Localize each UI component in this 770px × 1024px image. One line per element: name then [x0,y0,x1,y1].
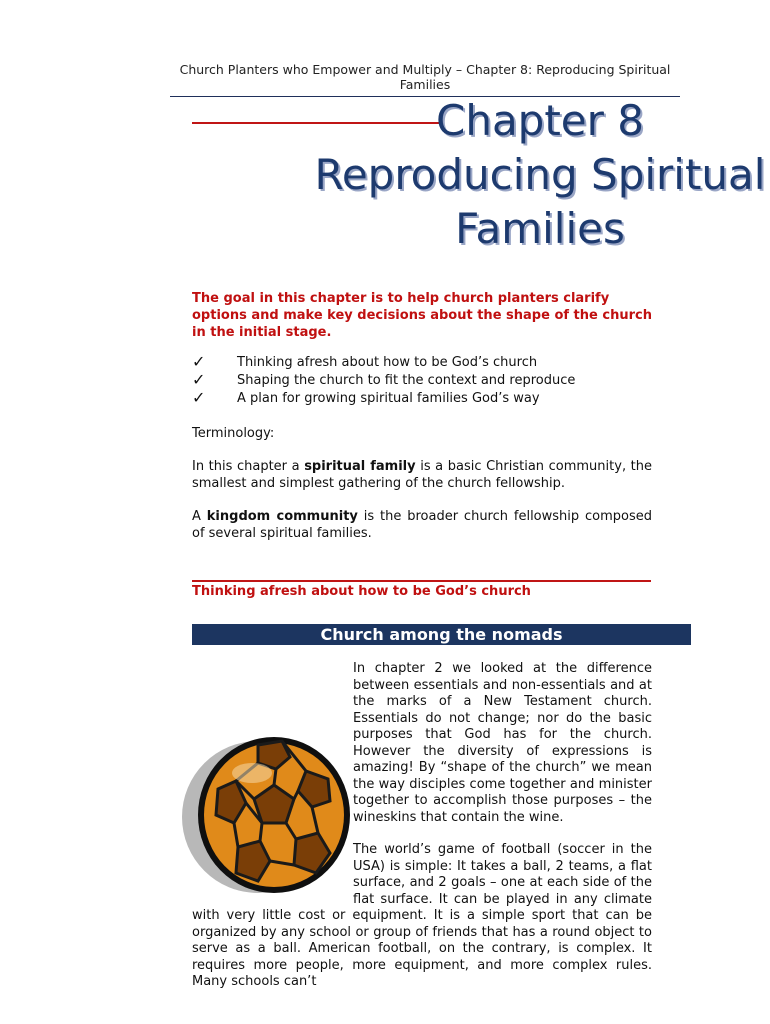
body-text [192,661,652,991]
section-title: Thinking afresh about how to be God’s church [192,584,531,599]
terminology-heading: Terminology: [192,426,275,441]
chapter-title-line-2: Reproducing Spiritual [314,150,766,199]
term-kingdom-community: kingdom community [206,509,358,524]
term-spiritual-family: spiritual family [304,459,416,474]
body-paragraph-essentials: In chapter 2 we looked at the difference between essentials and non-essentials and at the marks of a New Testament church. Essentials do not change; nor do the basic purposes that God has for the church. However the diversity of expressions is amazing! By “shape of the church” we mean the way disciples come together and minister together to accomplish those purposes – the wineskins that contain the wine. [192,661,652,826]
chapter-checklist [192,354,652,408]
chapter-title [250,94,770,256]
running-header: Church Planters who Empower and Multiply – Chapter 8: Reproducing Spiritual Families [179,62,671,92]
definition-spiritual-family: In this chapter a spiritual family is a basic Christian community, the smallest and simplest gathering of the church fellowship. [192,459,653,491]
definition-kingdom-community: A kingdom community is the broader church fellowship composed of several spiritual families. [192,509,653,541]
chapter-goal: The goal in this chapter is to help church planters clarify options and make key decisions about the shape of the church in the initial stage. [192,291,652,340]
chapter-title-line-1: Chapter 8 [436,96,644,145]
chapter-title-line-3: Families [455,204,625,253]
body-paragraph-football: The world’s game of football (soccer in the USA) is simple: It takes a ball, 2 teams, a flat surface, and 2 goals – one at each side of the flat surface. It can be played in any climate with very little cost or equipment. It is a simple sport that can be organized by any school or group of friends that has a round object to serve as a ball. American football, on the contrary, is complex. It requires more people, more equipment, and more complex rules. Many schools can’t [192,842,652,989]
section-rule [192,580,651,582]
checklist-item: ✓ A plan for growing spiritual families God’s way [192,388,540,407]
checklist-item: ✓ Thinking afresh about how to be God’s church [192,352,538,371]
checklist-item: ✓ Shaping the church to fit the context and reproduce [192,370,576,389]
checkmark-icon: ✓ [192,388,206,407]
checkmark-icon: ✓ [192,352,206,371]
soccer-ball-illustration [178,727,353,897]
section-banner: Church among the nomads [192,624,691,645]
checkmark-icon: ✓ [192,370,206,389]
